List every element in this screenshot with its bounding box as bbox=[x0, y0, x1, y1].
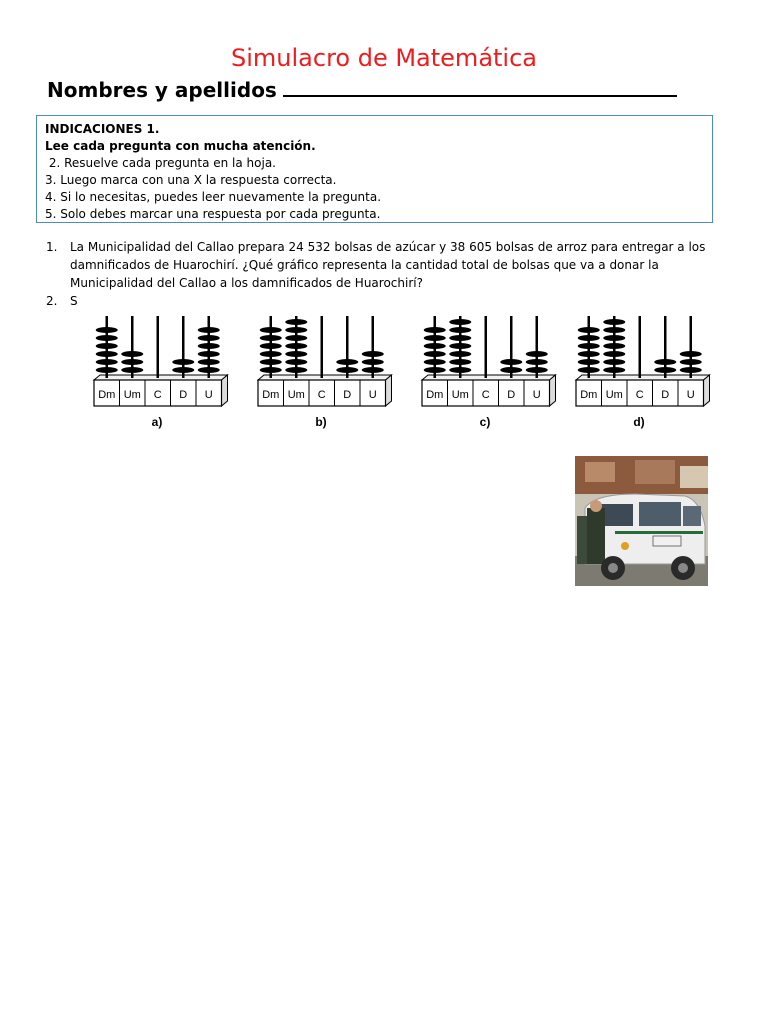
abacus-base-side bbox=[222, 375, 228, 406]
place-value-label: Dm bbox=[98, 389, 116, 401]
abacus-bead bbox=[260, 359, 282, 365]
abacus-bead bbox=[285, 335, 307, 341]
abacus-base-top bbox=[422, 375, 556, 380]
abacus-bead bbox=[449, 359, 471, 365]
abacus-bead bbox=[500, 359, 522, 365]
abacus-bead bbox=[603, 351, 625, 357]
place-value-label: U bbox=[532, 389, 541, 401]
abacus-bead bbox=[449, 351, 471, 357]
abacus-option-c[interactable] bbox=[420, 298, 560, 433]
abacus-bead bbox=[362, 367, 384, 373]
abacus-bead bbox=[362, 351, 384, 357]
abacus-bead bbox=[285, 327, 307, 333]
abacus-bead bbox=[260, 327, 282, 333]
abacus-bead bbox=[449, 327, 471, 333]
abacus-bead bbox=[172, 359, 194, 365]
abacus-bead bbox=[172, 367, 194, 373]
place-value-label: Dm bbox=[426, 389, 444, 401]
abacus-bead bbox=[198, 335, 220, 341]
abacus-bead bbox=[285, 319, 307, 325]
question-1 bbox=[46, 238, 726, 292]
abacus-bead bbox=[603, 359, 625, 365]
abacus-bead bbox=[603, 367, 625, 373]
page-title: Simulacro de Matemática bbox=[231, 44, 537, 72]
van-photo bbox=[575, 456, 708, 586]
instruction-line-5: 5. Solo debes marcar una respuesta por cada pregunta. bbox=[45, 207, 381, 221]
option-label: b) bbox=[315, 415, 327, 429]
abacus-bead bbox=[424, 359, 446, 365]
abacus-bead bbox=[424, 343, 446, 349]
place-value-label: U bbox=[368, 389, 377, 401]
abacus-bead bbox=[449, 343, 471, 349]
abacus-bead bbox=[680, 351, 702, 357]
option-label: c) bbox=[479, 415, 491, 429]
abacus-bead bbox=[362, 359, 384, 365]
abacus-bead bbox=[424, 367, 446, 373]
place-value-label: Um bbox=[451, 389, 469, 401]
abacus-bead bbox=[578, 327, 600, 333]
question-number: 2. bbox=[46, 294, 58, 308]
abacus-bead bbox=[449, 319, 471, 325]
abacus-bead bbox=[198, 351, 220, 357]
abacus-bead bbox=[578, 343, 600, 349]
abacus-option-a[interactable] bbox=[92, 298, 232, 433]
place-value-label: U bbox=[204, 389, 213, 401]
abacus-bead bbox=[526, 351, 548, 357]
instructions-box bbox=[36, 115, 713, 223]
place-value-label: U bbox=[686, 389, 695, 401]
abacus-base-side bbox=[704, 375, 710, 406]
name-label: Nombres y apellidos bbox=[47, 78, 277, 102]
instruction-line-3: 3. Luego marca con una X la respuesta correcta. bbox=[45, 173, 337, 187]
abacus-bead bbox=[121, 351, 143, 357]
name-field-line bbox=[47, 77, 677, 102]
place-value-label: Um bbox=[123, 389, 141, 401]
abacus-base-top bbox=[258, 375, 392, 380]
abacus-bead bbox=[198, 343, 220, 349]
abacus-bead bbox=[336, 359, 358, 365]
abacus-bead bbox=[526, 367, 548, 373]
instruction-line-2: 2. Resuelve cada pregunta en la hoja. bbox=[45, 156, 276, 170]
place-value-label: Um bbox=[287, 389, 305, 401]
abacus-bead bbox=[603, 343, 625, 349]
abacus-bead bbox=[526, 359, 548, 365]
place-value-label: Dm bbox=[262, 389, 280, 401]
abacus-bead bbox=[260, 335, 282, 341]
question-text: S bbox=[70, 294, 78, 308]
place-value-label: C bbox=[153, 389, 162, 401]
abacus-bead bbox=[285, 351, 307, 357]
abacus-bead bbox=[285, 359, 307, 365]
abacus-bead bbox=[336, 367, 358, 373]
abacus-bead bbox=[96, 351, 118, 357]
abacus-bead bbox=[96, 367, 118, 373]
question-text: La Municipalidad del Callao prepara 24 532 bolsas de azúcar y 38 605 bolsas de arroz para entregar a los damnificados de Huarochirí. ¿Qué gráfico representa la cantidad total de bolsas que va a donar la Municipalidad del Callao a los damnificados de Huarochirí? bbox=[70, 240, 706, 290]
abacus-bead bbox=[603, 319, 625, 325]
abacus-bead bbox=[500, 367, 522, 373]
instruction-line-4: 4. Si lo necesitas, puedes leer nuevamente la pregunta. bbox=[45, 190, 382, 204]
abacus-bead bbox=[578, 367, 600, 373]
abacus-bead bbox=[260, 367, 282, 373]
abacus-bead bbox=[603, 335, 625, 341]
option-label: a) bbox=[151, 415, 163, 429]
abacus-option-b[interactable] bbox=[256, 298, 396, 433]
abacus-bead bbox=[285, 343, 307, 349]
instructions-heading: INDICACIONES 1. bbox=[45, 122, 160, 136]
abacus-bead bbox=[285, 367, 307, 373]
option-label: d) bbox=[633, 415, 645, 429]
abacus-bead bbox=[680, 367, 702, 373]
place-value-label: C bbox=[481, 389, 490, 401]
abacus-bead bbox=[198, 367, 220, 373]
abacus-bead bbox=[121, 359, 143, 365]
abacus-bead bbox=[260, 343, 282, 349]
abacus-option-d[interactable] bbox=[574, 298, 714, 433]
question-number: 1. bbox=[46, 240, 58, 254]
abacus-bead bbox=[578, 335, 600, 341]
place-value-label: D bbox=[661, 389, 670, 401]
abacus-bead bbox=[578, 351, 600, 357]
instruction-line-1: Lee cada pregunta con mucha atención. bbox=[45, 139, 316, 153]
abacus-bead bbox=[198, 359, 220, 365]
abacus-bead bbox=[603, 327, 625, 333]
abacus-bead bbox=[449, 335, 471, 341]
abacus-base-side bbox=[550, 375, 556, 406]
abacus-bead bbox=[654, 359, 676, 365]
abacus-bead bbox=[96, 327, 118, 333]
abacus-bead bbox=[424, 327, 446, 333]
place-value-label: Um bbox=[605, 389, 623, 401]
abacus-bead bbox=[424, 335, 446, 341]
place-value-label: D bbox=[179, 389, 188, 401]
place-value-label: D bbox=[343, 389, 352, 401]
abacus-bead bbox=[578, 359, 600, 365]
abacus-bead bbox=[96, 335, 118, 341]
place-value-label: Dm bbox=[580, 389, 598, 401]
place-value-label: C bbox=[635, 389, 644, 401]
place-value-label: C bbox=[317, 389, 326, 401]
abacus-bead bbox=[96, 343, 118, 349]
abacus-bead bbox=[260, 351, 282, 357]
abacus-base-top bbox=[94, 375, 228, 380]
abacus-bead bbox=[121, 367, 143, 373]
abacus-bead bbox=[680, 359, 702, 365]
abacus-bead bbox=[654, 367, 676, 373]
abacus-bead bbox=[424, 351, 446, 357]
name-blank[interactable] bbox=[283, 77, 677, 97]
place-value-label: D bbox=[507, 389, 516, 401]
abacus-bead bbox=[198, 327, 220, 333]
abacus-bead bbox=[96, 359, 118, 365]
abacus-base-top bbox=[576, 375, 710, 380]
abacus-base-side bbox=[386, 375, 392, 406]
abacus-bead bbox=[449, 367, 471, 373]
